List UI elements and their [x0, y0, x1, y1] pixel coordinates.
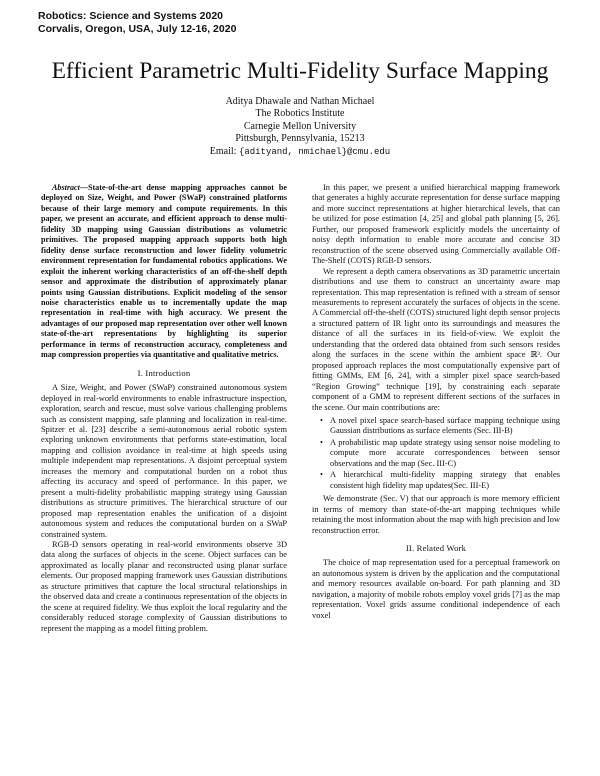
affiliation-line-2: Carnegie Mellon University: [243, 120, 357, 132]
email-prefix: Email:: [209, 145, 237, 157]
intro-paragraph-4: We represent a depth camera observations as 3D parametric uncertain distributions and use them to construct an uncertainty aware map representation. This map representation is refined with a stream of sensor measurements to represent accurately the surfaces of objects in the scene. A Commercial off-the-shelf (COTS) structured light depth sensor projects a structured pattern of IR light onto its surroundings and measures the distance of all the surfaces in its field-of-view. We exploit the understanding that the ordered data obtained from such sensors resides along the surfaces in the scene within the ambient space ℝ³. Our proposed approach replaces the most computationally expensive part of fitting GMMs, EM [6, 24], with a simpler pixel space search-based “Region Growing” technique [19], by constraining each separate component of a GMM to represent different sections of the surfaces in the scene. Our main contributions are:: [312, 266, 560, 412]
email-domain: @cmu.edu: [346, 146, 391, 157]
intro-paragraph-3: In this paper, we present a unified hierarchical mapping framework that generates a highly accurate representation for dense surface mapping and more succinct representations at higher hierarchical levels, that can be utilized for pose estimation [4, 25] and global path planning [5, 26]. Further, our proposed framework explicitly models the uncertainty of noisy depth information to enable more accurate and concise 3D reconstruction of the scene observed using Commercially available Off-The-Shelf (COTS) RGB-D sensors.: [312, 183, 560, 266]
related-paragraph-1: The choice of map representation used for a perceptual framework on an autonomous system is driven by the application and the computational and memory resources available on-board. For path planning and 3D navigation, a majority of mobile robots employ voxel grids [7] as the map representation. Voxel grids assume conditional independence of each voxel: [312, 558, 560, 620]
paper-title: Efficient Parametric Multi-Fidelity Surface Mapping: [51, 58, 549, 84]
list-item: • A probabilistic map update strategy using sensor noise modeling to compute more accurate correspondences between sensor observations and the map (Sec. III-C): [330, 438, 560, 469]
intro-paragraph-5: We demonstrate (Sec. V) that our approach is more memory efficient in terms of memory than state-of-the-art mapping techniques while retaining the most information about the map with high precision and low reconstruction error.: [312, 494, 560, 535]
section-heading-related-work: II. Related Work: [405, 542, 467, 553]
venue-line-1: Robotics: Science and Systems 2020: [38, 10, 223, 22]
abstract: [41, 183, 287, 361]
abstract-text: —State-of-the-art dense mapping approaches cannot be deployed on Size, Weight, and Power (SWaP) constrained platforms because of their large memory and compute requirements. In this paper, we present an accurate, and efficient approach to dense multi-fidelity 3D mapping using Gaussian distributions as volumetric primitives. The proposed mapping approach supports both high fidelity dense surface reconstruction and lower fidelity volumetric environment representation for fundamental robotics applications. We exploit the inherent working characteristics of an off-the-shelf depth sensor and approximate the distribution of approximately planar points using Gaussian distributions. Explicit modeling of the sensor noise characteristics enable us to incrementally update the map representation in real-time with high accuracy. We present the advantages of our proposed map representation over other well known state-of-the-art representations by highlighting its superior performance in terms of reconstruction accuracy, completeness and map compression properties via quantitative and qualitative metrics.: [41, 183, 287, 360]
affiliation-line-3: Pittsburgh, Pennsylvania, 15213: [235, 133, 365, 145]
venue-header: [38, 10, 236, 36]
affiliation-line-1: The Robotics Institute: [255, 108, 345, 120]
author-block: [0, 96, 600, 158]
author-email: [0, 146, 600, 158]
intro-paragraph-2: RGB-D sensors operating in real-world environments observe 3D data along the surfaces of objects in the scene. Object surfaces can be approximated as locally planar and reconstructed using planar surface elements. Our proposed mapping framework uses Gaussian distributions as structure primitives that capture the local structural relationships in the observed data and create a continuous representation of the objects in the scene at required fidelity. We thus exploit the local regularity and the considerably reduced storage complexity of Gaussian distributions to represent the mapping as a model fitting problem.: [41, 539, 287, 633]
contributions-list: [312, 416, 560, 491]
list-item: • A hierarchical multi-fidelity mapping strategy that enables consistent high fidelity map updates(Sec. III-E): [330, 470, 560, 491]
right-column: [312, 183, 560, 621]
email-users: {adityand, nmichael}: [238, 146, 347, 157]
left-column: [41, 183, 287, 634]
list-item: • A novel pixel space search-based surface mapping technique using Gaussian distributions as surface elements (Sec. III-B): [330, 416, 560, 437]
author-names: Aditya Dhawale and Nathan Michael: [225, 96, 375, 107]
intro-paragraph-1: A Size, Weight, and Power (SWaP) constrained autonomous system deployed in real-world environments to enable infrastructure inspection, exploration, search and rescue, must solve various challenging problems such as consistent mapping, safe planning and localization in real-time. Spitzer et al. [23] describe a semi-autonomous aerial robotic system exploring unknown environments that performs state-estimation, local mapping and collision avoidance in real-time at high speeds using multiple independent map representations. A disjoint perceptual system increases the memory and computational burden on a robot thus affecting its accuracy and speed of performance. In this paper, we present a multi-fidelity probabilistic mapping strategy using Gaussian distributions as structure primitives. The hierarchical structure of our proposed map representation enables the unification of a disjoint autonomous system and reduces the computational burden on a SWaP constrained system.: [41, 383, 287, 539]
abstract-label: Abstract: [52, 183, 80, 192]
venue-line-2: Corvalis, Oregon, USA, July 12-16, 2020: [38, 23, 237, 35]
section-heading-introduction: I. Introduction: [137, 367, 191, 378]
